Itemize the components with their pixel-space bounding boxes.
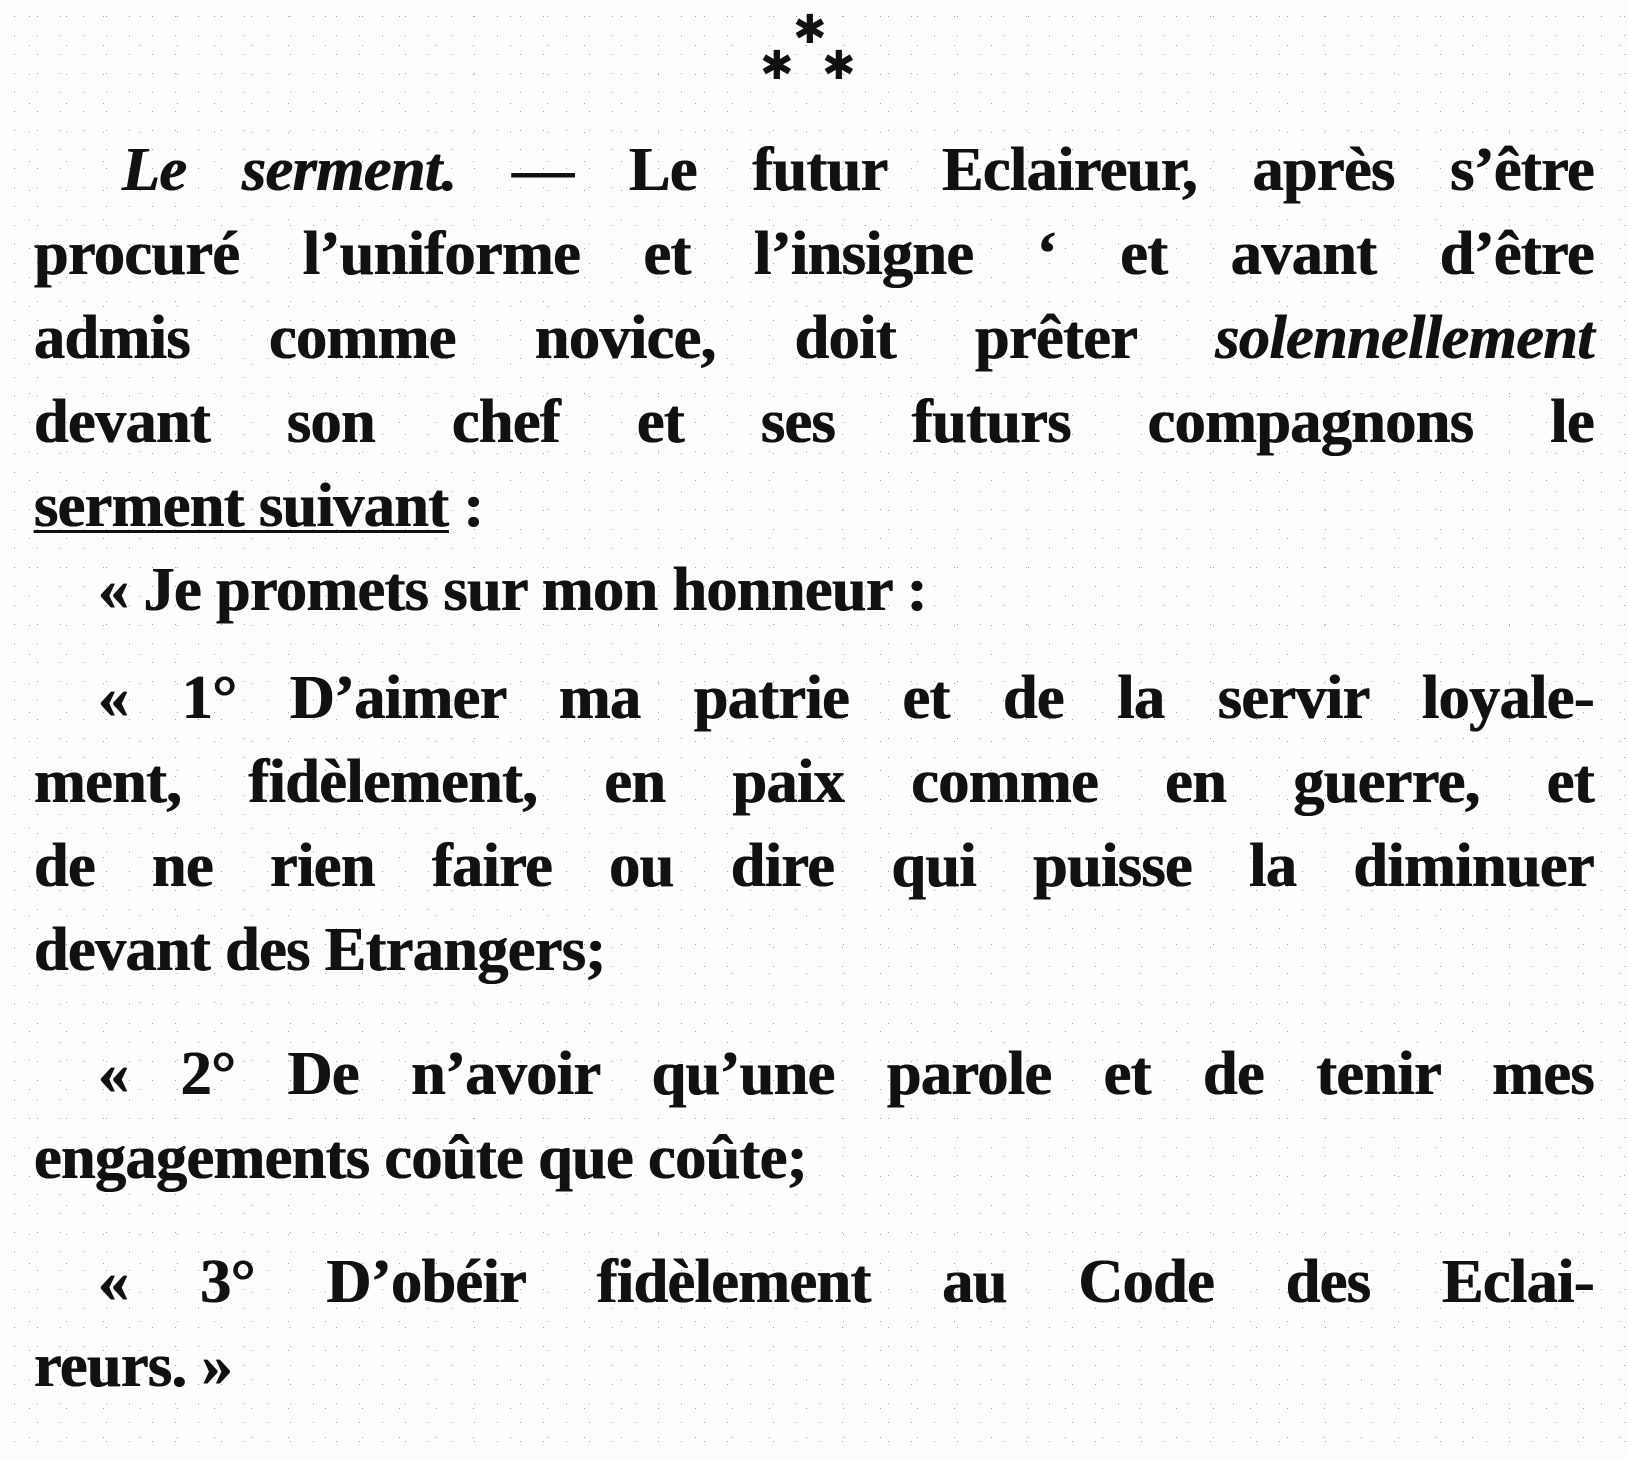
line-text: admis comme novice, doit prêter	[34, 304, 1216, 372]
oath-item-1-line-2	[34, 740, 1594, 824]
paragraph-serment-line-5	[34, 464, 1594, 548]
oath-item-3-line-2	[34, 1324, 1594, 1408]
oath-item-1-line-1	[34, 656, 1594, 740]
oath-item-3-line-1	[34, 1240, 1594, 1324]
line-text: ment, fidèlement, en paix comme en guerre, et	[34, 748, 1594, 816]
asterisk-right-icon: ✱	[822, 43, 856, 89]
asterisk-top-icon: ✱	[793, 7, 827, 53]
line-text: « 3° D’obéir fidèlement au Code des Eclai-	[98, 1248, 1594, 1316]
paragraph-serment-line-1	[34, 128, 1594, 212]
asterisk-left-icon: ✱	[760, 43, 794, 89]
oath-item-1-line-3	[34, 824, 1594, 908]
line-text: engagements coûte que coûte;	[34, 1124, 807, 1192]
line-text: de ne rien faire ou dire qui puisse la diminuer	[34, 832, 1594, 900]
line-text: devant des Etrangers;	[34, 916, 606, 984]
oath-intro	[34, 548, 1594, 632]
paragraph-serment-line-2	[34, 212, 1594, 296]
italic-word: solennellement	[1215, 304, 1594, 372]
oath-item-1-line-4	[34, 908, 1594, 992]
line-text: devant son chef et ses futurs compagnons le	[34, 388, 1594, 456]
oath-item-2-line-1	[34, 1032, 1594, 1116]
line-text: procuré l’uniforme et l’insigne ‘ et avant d’être	[34, 220, 1594, 288]
document-body	[34, 128, 1594, 1408]
line-text: Le futur Eclaireur, après s’être	[629, 136, 1595, 204]
asterism-ornament	[760, 8, 870, 88]
section-heading: Le serment.	[122, 136, 457, 204]
underlined-phrase: serment suivant	[34, 472, 449, 540]
line-text: :	[448, 472, 484, 540]
oath-item-2-line-2	[34, 1116, 1594, 1200]
line-text: « Je promets sur mon honneur :	[98, 556, 927, 624]
heading-dash: —	[456, 136, 630, 204]
line-text: « 1° D’aimer ma patrie et de la servir loyale-	[98, 664, 1594, 732]
line-text: « 2° De n’avoir qu’une parole et de tenir mes	[98, 1040, 1594, 1108]
paragraph-serment-line-3	[34, 296, 1594, 380]
paragraph-serment-line-4	[34, 380, 1594, 464]
line-text: reurs. »	[34, 1332, 233, 1400]
